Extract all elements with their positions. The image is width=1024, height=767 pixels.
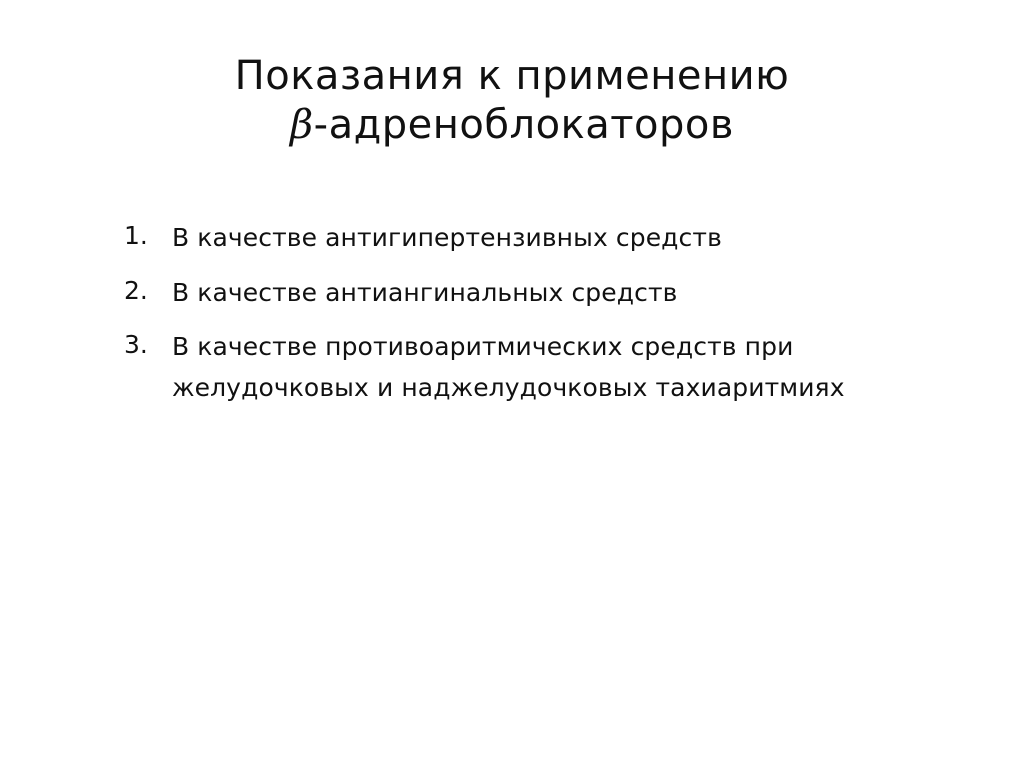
indications-list: [124, 218, 954, 422]
list-item-number: 2.: [124, 275, 148, 305]
list-item-text: В качестве противоаритмических средств при желудочковых и наджелудочковых тахиаритмиях: [172, 332, 845, 402]
title-line-1: Показания к применению: [234, 53, 790, 99]
list-item: [124, 218, 954, 259]
list-item-number: 1.: [124, 221, 148, 250]
list-item-text: В качестве антигипертензивных средств: [172, 223, 722, 252]
beta-symbol: β: [290, 101, 314, 148]
list-item-number: 3.: [124, 330, 148, 359]
list-item-text: В качестве антиангинальных средств: [172, 277, 678, 307]
title-line-2-rest: -адреноблокаторов: [313, 101, 734, 148]
slide-title: [96, 52, 928, 150]
list-item: [124, 273, 954, 314]
title-line-2: [96, 101, 928, 150]
list-item: [124, 327, 954, 408]
